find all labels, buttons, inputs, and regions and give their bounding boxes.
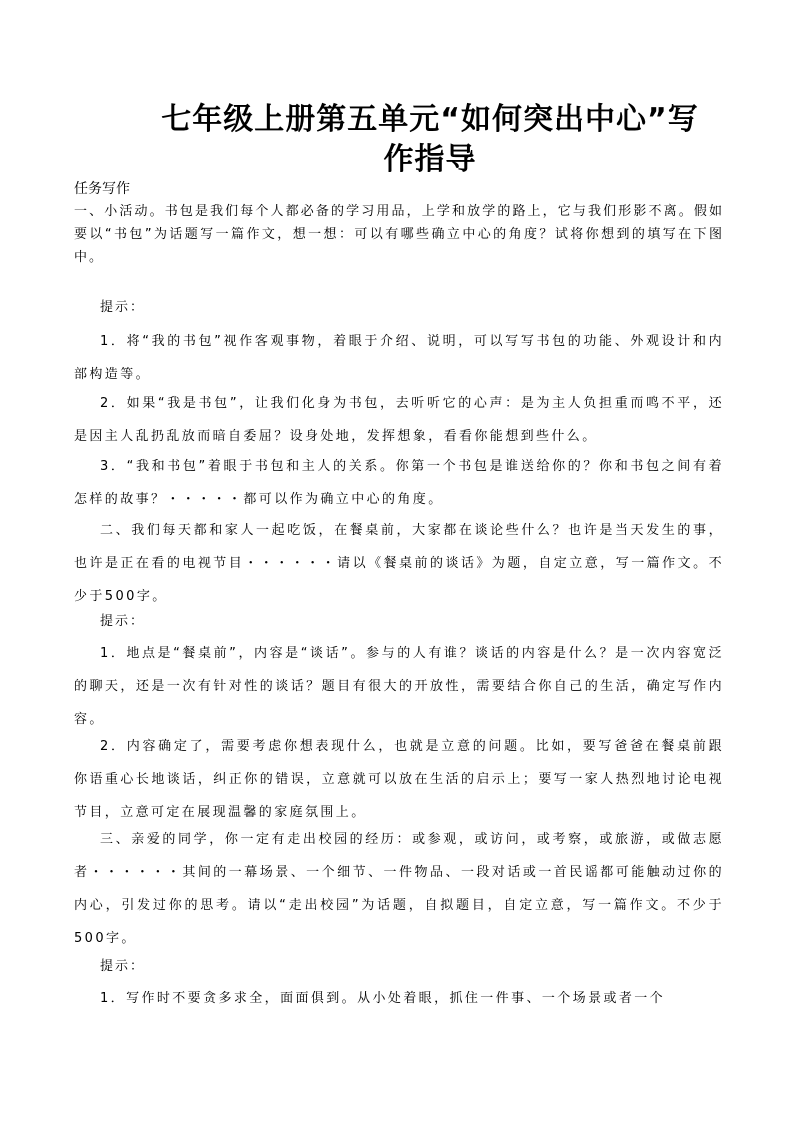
hint-label: 提示： — [100, 300, 146, 315]
hint-paragraph: 1．将“我的书包”视作客观事物，着眼于介绍、说明，可以写写书包的功能、外观设计和内部构造等。 — [74, 334, 724, 382]
hint-paragraph: 1．地点是“餐桌前”，内容是“谈话”。参与的人有谁？谈话的内容是什么？是一次内容宽泛的聊天，还是一次有针对性的谈话？题目有很大的开放性，需要结合你自己的生活，确定写作内容。 — [74, 646, 724, 727]
intro-paragraph: 一、小活动。书包是我们每个人都必备的学习用品，上学和放学的路上，它与我们形影不离。假如要以“书包”为话题写一篇作文，想一想：可以有哪些确立中心的角度？试将你想到的填写在下图中。 — [74, 204, 724, 265]
hint-paragraph: 1．写作时不要贪多求全，面面俱到。从小处着眼，抓住一件事、一个场景或者一个 — [100, 991, 666, 1006]
document-title-line-1: 七年级上册第五单元“如何突出中心”写 — [161, 102, 699, 137]
document-title-line-2: 作指导 — [383, 142, 477, 177]
hint-label: 提示： — [100, 959, 146, 974]
hint-paragraph: 3．“我和书包”着眼于书包和主人的关系。你第一个书包是谁送给你的？你和书包之间有着怎样的故事？・・・・・都可以作为确立中心的角度。 — [74, 459, 724, 507]
hint-label: 提示： — [100, 614, 146, 629]
section-label: 任务写作 — [74, 181, 130, 197]
hint-paragraph: 2．如果“我是书包”，让我们化身为书包，去听听它的心声：是为主人负担重而鸣不平，还是因主人乱扔乱放而暗自委屈？设身处地，发挥想象，看看你能想到些什么。 — [74, 396, 724, 444]
task-paragraph: 二、我们每天都和家人一起吃饭，在餐桌前，大家都在谈论些什么？也许是当天发生的事，也许是正在看的电视节目・・・・・・请以《餐桌前的谈话》为题，自定立意，写一篇作文。不少于500字。 — [74, 523, 724, 604]
hint-paragraph: 2．内容确定了，需要考虑你想表现什么，也就是立意的问题。比如，要写爸爸在餐桌前跟你语重心长地谈话，纠正你的错误，立意就可以放在生活的启示上；要写一家人热烈地讨论电视节目，立意可定在展现温馨的家庭氛围上。 — [74, 739, 724, 820]
task-paragraph: 三、亲爱的同学，你一定有走出校园的经历：或参观，或访问，或考察，或旅游，或做志愿者・・・・・・其间的一幕场景、一个细节、一件物品、一段对话或一首民谣都可能触动过你的内心，引发过你的思考。请以“走出校园”为话题，自拟题目，自定立意，写一篇作文。不少于500字。 — [74, 832, 724, 946]
